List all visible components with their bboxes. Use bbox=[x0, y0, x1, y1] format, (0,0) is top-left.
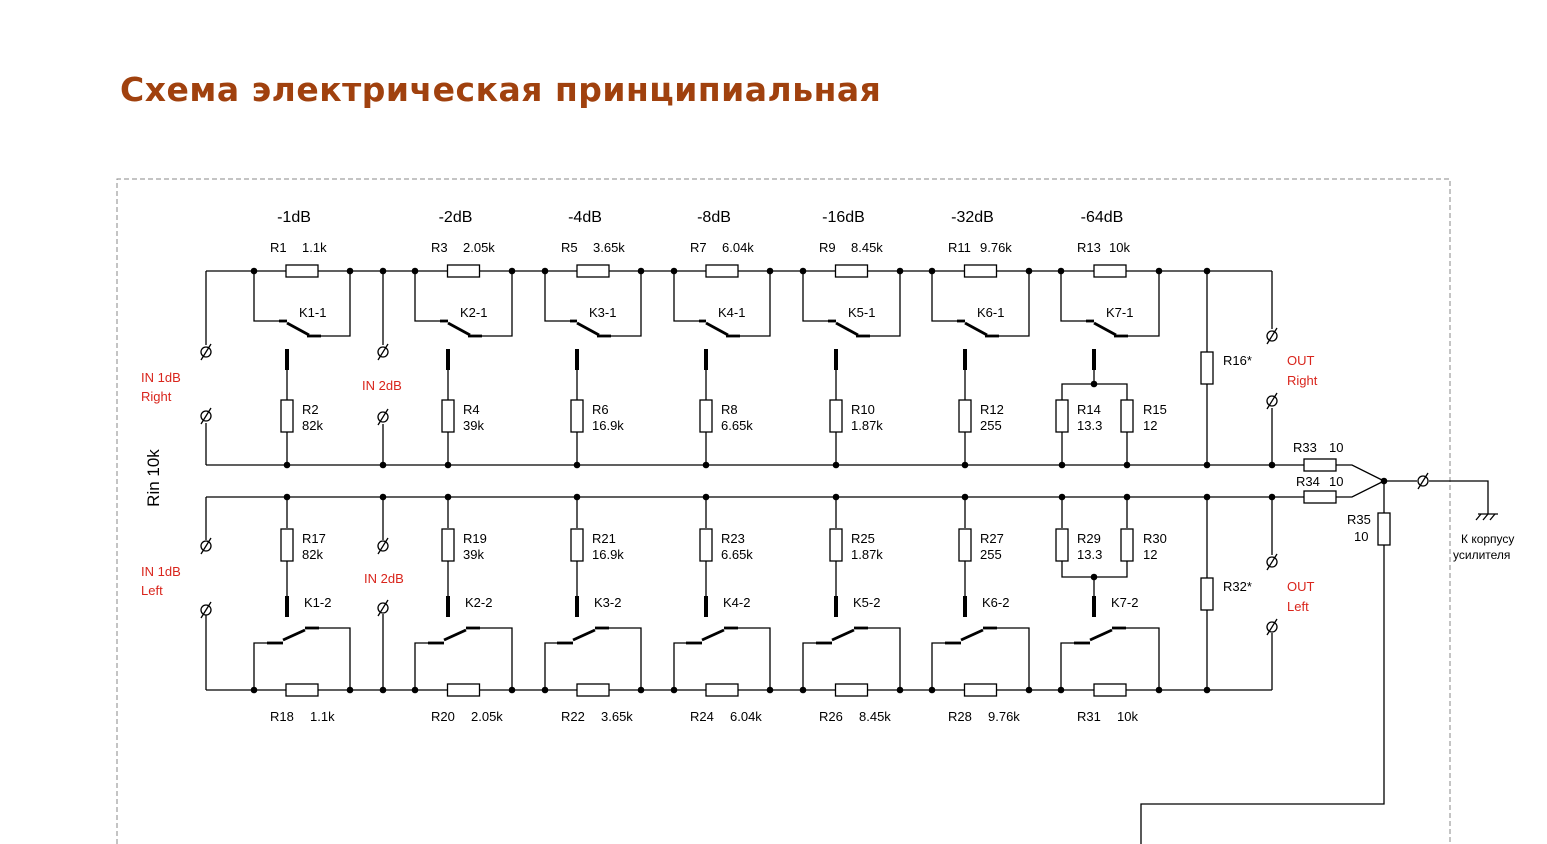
series-resistor-top-name: R1 bbox=[270, 240, 287, 255]
series-resistor-bottom-name: R26 bbox=[819, 709, 843, 724]
shunt-resistor-top2-name: R15 bbox=[1143, 402, 1167, 417]
series-resistor-bottom bbox=[448, 684, 480, 696]
series-resistor-top-value: 3.65k bbox=[593, 240, 625, 255]
series-resistor-bottom-name: R22 bbox=[561, 709, 585, 724]
series-resistor-bottom-value: 3.65k bbox=[601, 709, 633, 724]
load-resistor-bottom-name: R32* bbox=[1223, 579, 1252, 594]
junction-dot bbox=[1269, 462, 1276, 469]
relay-contact-wire bbox=[740, 271, 770, 336]
shunt-resistor-top bbox=[1056, 400, 1068, 432]
out-right-label: Right bbox=[1287, 373, 1318, 388]
relay-contact-wire bbox=[319, 628, 350, 690]
relay-contact-blade bbox=[961, 630, 983, 640]
junction-dot bbox=[380, 462, 387, 469]
relay-contact-blade bbox=[702, 630, 724, 640]
relay-contact-wire bbox=[870, 271, 900, 336]
shunt-resistor-top bbox=[571, 400, 583, 432]
series-resistor-bottom bbox=[706, 684, 738, 696]
shunt-resistor-bottom-name: R23 bbox=[721, 531, 745, 546]
series-resistor-top bbox=[836, 265, 868, 277]
shunt-resistor-top bbox=[281, 400, 293, 432]
junction-dot bbox=[445, 494, 452, 501]
series-resistor-top-value: 6.04k bbox=[722, 240, 754, 255]
shunt-resistor-top-2 bbox=[1121, 400, 1133, 432]
relay-contact-blade bbox=[836, 323, 858, 335]
shunt-resistor-top bbox=[442, 400, 454, 432]
relay-top-label: K3-1 bbox=[589, 305, 617, 320]
ground-resistor-r35 bbox=[1378, 513, 1390, 545]
board-outline bbox=[117, 179, 1450, 844]
out-left-label: OUT bbox=[1287, 579, 1315, 594]
series-resistor-bottom-value: 9.76k bbox=[988, 709, 1020, 724]
relay-bottom-label: K2-2 bbox=[465, 595, 493, 610]
relay-bottom-label: K1-2 bbox=[304, 595, 332, 610]
junction-dot bbox=[1204, 268, 1211, 275]
page-title: Схема электрическая принципиальная bbox=[120, 70, 882, 109]
shunt-resistor-bottom-name: R29 bbox=[1077, 531, 1101, 546]
relay-contact-wire bbox=[321, 271, 350, 336]
shunt-resistor-bottom-value: 39k bbox=[463, 547, 484, 562]
series-resistor-bottom bbox=[836, 684, 868, 696]
load-resistor-top bbox=[1201, 352, 1213, 384]
junction-dot bbox=[574, 462, 581, 469]
chassis-label: К корпусу bbox=[1461, 532, 1515, 546]
relay-contact-wire bbox=[674, 643, 686, 690]
shunt-resistor-top bbox=[830, 400, 842, 432]
shunt-resistor-bottom bbox=[281, 529, 293, 561]
relay-contact-wire bbox=[1061, 271, 1086, 321]
relay-contact-wire bbox=[1061, 643, 1074, 690]
junction-dot bbox=[445, 462, 452, 469]
junction-dot bbox=[962, 462, 969, 469]
r34-name: R34 bbox=[1296, 474, 1320, 489]
shunt-resistor-bottom2-name: R30 bbox=[1143, 531, 1167, 546]
shunt-resistor-top-name: R2 bbox=[302, 402, 319, 417]
attenuation-step-label: -1dB bbox=[277, 209, 311, 226]
relay-contact-blade bbox=[577, 323, 599, 335]
attenuation-step-label: -32dB bbox=[951, 209, 994, 226]
junction-dot bbox=[1124, 494, 1131, 501]
relay-bottom-label: K4-2 bbox=[723, 595, 751, 610]
series-resistor-top bbox=[1094, 265, 1126, 277]
series-resistor-top bbox=[577, 265, 609, 277]
series-resistor-bottom-value: 8.45k bbox=[859, 709, 891, 724]
series-resistor-bottom-name: R24 bbox=[690, 709, 714, 724]
series-resistor-top-value: 10k bbox=[1109, 240, 1130, 255]
series-resistor-top-name: R3 bbox=[431, 240, 448, 255]
relay-contact-blade bbox=[706, 323, 728, 335]
series-resistor-top-name: R9 bbox=[819, 240, 836, 255]
shunt-resistor-top-name: R4 bbox=[463, 402, 480, 417]
series-resistor-bottom-name: R18 bbox=[270, 709, 294, 724]
r33-name: R33 bbox=[1293, 440, 1317, 455]
junction-dot bbox=[1091, 381, 1098, 388]
shunt-resistor-top-name: R10 bbox=[851, 402, 875, 417]
series-resistor-top-name: R13 bbox=[1077, 240, 1101, 255]
relay-top-label: K7-1 bbox=[1106, 305, 1134, 320]
relay-top-label: K5-1 bbox=[848, 305, 876, 320]
junction-dot bbox=[1059, 494, 1066, 501]
shunt-resistor-top-name: R12 bbox=[980, 402, 1004, 417]
relay-bottom-label: K7-2 bbox=[1111, 595, 1139, 610]
series-resistor-top bbox=[965, 265, 997, 277]
load-resistor-bottom bbox=[1201, 578, 1213, 610]
series-resistor-top-value: 8.45k bbox=[851, 240, 883, 255]
shunt-resistor-bottom-value: 13.3 bbox=[1077, 547, 1103, 562]
series-resistor-top bbox=[448, 265, 480, 277]
out-left-label: Left bbox=[1287, 599, 1309, 614]
shunt-resistor-bottom-value: 82k bbox=[302, 547, 323, 562]
series-resistor-bottom-name: R31 bbox=[1077, 709, 1101, 724]
shunt-resistor-bottom-value: 16.9k bbox=[592, 547, 624, 562]
relay-contact-wire bbox=[1126, 628, 1159, 690]
junction-dot bbox=[380, 687, 387, 694]
shunt-resistor-top-value: 13.3 bbox=[1077, 418, 1103, 433]
chassis-ground-symbol bbox=[1490, 514, 1495, 520]
relay-bottom-label: K6-2 bbox=[982, 595, 1010, 610]
junction-dot bbox=[703, 462, 710, 469]
shunt-resistor-bottom-2 bbox=[1121, 529, 1133, 561]
in-2db-left-label: IN 2dB bbox=[364, 571, 404, 586]
series-resistor-bottom-value: 10k bbox=[1117, 709, 1138, 724]
series-resistor-bottom-value: 2.05k bbox=[471, 709, 503, 724]
junction-dot bbox=[962, 494, 969, 501]
relay-contact-blade bbox=[448, 323, 470, 335]
shunt-resistor-top bbox=[959, 400, 971, 432]
shunt-resistor-bottom-name: R17 bbox=[302, 531, 326, 546]
series-resistor-bottom-value: 1.1k bbox=[310, 709, 335, 724]
relay-bottom-label: K5-2 bbox=[853, 595, 881, 610]
relay-contact-wire bbox=[254, 643, 267, 690]
wire bbox=[1429, 481, 1488, 514]
in-1db-left-label: IN 1dB bbox=[141, 564, 181, 579]
in-1db-right-label: Right bbox=[141, 389, 172, 404]
shunt-resistor-top-name: R14 bbox=[1077, 402, 1101, 417]
r33-value: 10 bbox=[1329, 440, 1344, 455]
junction-dot bbox=[1204, 687, 1211, 694]
attenuation-step-label: -2dB bbox=[438, 209, 473, 226]
ground-resistor-r33 bbox=[1304, 459, 1336, 471]
shunt-resistor-bottom-name: R21 bbox=[592, 531, 616, 546]
junction-dot bbox=[1204, 494, 1211, 501]
load-resistor-top-name: R16* bbox=[1223, 353, 1252, 368]
relay-bottom-label: K3-2 bbox=[594, 595, 622, 610]
relay-contact-blade bbox=[444, 630, 466, 640]
series-resistor-top-value: 1.1k bbox=[302, 240, 327, 255]
shunt-resistor-top-value: 82k bbox=[302, 418, 323, 433]
shunt-resistor-bottom-value: 6.65k bbox=[721, 547, 753, 562]
series-resistor-top-name: R7 bbox=[690, 240, 707, 255]
junction-dot bbox=[574, 494, 581, 501]
relay-contact-wire bbox=[1128, 271, 1159, 336]
relay-contact-wire bbox=[480, 628, 512, 690]
relay-contact-wire bbox=[611, 271, 641, 336]
relay-contact-blade bbox=[1094, 323, 1116, 335]
junction-dot bbox=[1204, 462, 1211, 469]
chassis-ground-symbol bbox=[1476, 514, 1481, 520]
r35-name: R35 bbox=[1347, 512, 1371, 527]
relay-contact-blade bbox=[287, 323, 309, 335]
relay-contact-wire bbox=[999, 271, 1029, 336]
junction-dot bbox=[833, 462, 840, 469]
series-resistor-bottom bbox=[577, 684, 609, 696]
shunt-resistor-top-value: 16.9k bbox=[592, 418, 624, 433]
shunt-resistor-top-value: 255 bbox=[980, 418, 1002, 433]
attenuation-step-label: -4dB bbox=[568, 209, 602, 226]
ground-resistor-r34 bbox=[1304, 491, 1336, 503]
relay-contact-wire bbox=[609, 628, 641, 690]
relay-contact-wire bbox=[738, 628, 770, 690]
relay-contact-wire bbox=[545, 643, 557, 690]
attenuation-step-label: -8dB bbox=[697, 209, 731, 226]
relay-contact-wire bbox=[803, 271, 828, 321]
relay-contact-wire bbox=[803, 643, 816, 690]
relay-contact-wire bbox=[545, 271, 570, 321]
shunt-resistor-bottom bbox=[1056, 529, 1068, 561]
attenuation-step-label: -16dB bbox=[822, 209, 865, 226]
relay-contact-wire bbox=[932, 643, 945, 690]
junction-dot bbox=[1059, 462, 1066, 469]
shunt-resistor-bottom bbox=[571, 529, 583, 561]
junction-dot bbox=[284, 462, 291, 469]
relay-contact-blade bbox=[573, 630, 595, 640]
shunt-resistor-bottom-value: 255 bbox=[980, 547, 1002, 562]
relay-top-label: K6-1 bbox=[977, 305, 1005, 320]
shunt-resistor-bottom-name: R27 bbox=[980, 531, 1004, 546]
relay-top-label: K4-1 bbox=[718, 305, 746, 320]
junction-dot bbox=[1091, 574, 1098, 581]
shunt-resistor-bottom bbox=[700, 529, 712, 561]
attenuation-step-label: -64dB bbox=[1080, 209, 1124, 226]
shunt-resistor-bottom2-value: 12 bbox=[1143, 547, 1158, 562]
series-resistor-bottom-name: R28 bbox=[948, 709, 972, 724]
junction-dot bbox=[380, 268, 387, 275]
series-resistor-bottom-name: R20 bbox=[431, 709, 455, 724]
in-1db-left-label: Left bbox=[141, 583, 163, 598]
relay-contact-blade bbox=[832, 630, 854, 640]
shunt-resistor-bottom bbox=[442, 529, 454, 561]
relay-contact-blade bbox=[965, 323, 987, 335]
shunt-resistor-top-name: R8 bbox=[721, 402, 738, 417]
out-right-label: OUT bbox=[1287, 353, 1315, 368]
relay-contact-blade bbox=[283, 630, 305, 640]
shunt-resistor-bottom-name: R25 bbox=[851, 531, 875, 546]
shunt-resistor-top2-value: 12 bbox=[1143, 418, 1158, 433]
shunt-resistor-bottom-name: R19 bbox=[463, 531, 487, 546]
in-1db-right-label: IN 1dB bbox=[141, 370, 181, 385]
relay-contact-wire bbox=[482, 271, 512, 336]
series-resistor-top-value: 9.76k bbox=[980, 240, 1012, 255]
relay-contact-wire bbox=[997, 628, 1029, 690]
chassis-label: усилителя bbox=[1453, 548, 1511, 562]
series-resistor-top bbox=[286, 265, 318, 277]
relay-contact-wire bbox=[932, 271, 957, 321]
junction-dot bbox=[380, 494, 387, 501]
shunt-resistor-top-name: R6 bbox=[592, 402, 609, 417]
series-resistor-bottom bbox=[286, 684, 318, 696]
relay-contact-wire bbox=[415, 643, 428, 690]
r34-value: 10 bbox=[1329, 474, 1344, 489]
wire bbox=[1141, 545, 1384, 844]
junction-dot bbox=[833, 494, 840, 501]
junction-dot bbox=[1269, 494, 1276, 501]
relay-contact-wire bbox=[674, 271, 699, 321]
relay-top-label: K1-1 bbox=[299, 305, 327, 320]
series-resistor-top-name: R5 bbox=[561, 240, 578, 255]
r35-value: 10 bbox=[1354, 529, 1369, 544]
relay-contact-wire bbox=[254, 271, 279, 321]
series-resistor-bottom-value: 6.04k bbox=[730, 709, 762, 724]
relay-contact-wire bbox=[415, 271, 440, 321]
shunt-resistor-bottom-value: 1.87k bbox=[851, 547, 883, 562]
shunt-resistor-top-value: 1.87k bbox=[851, 418, 883, 433]
series-resistor-top-value: 2.05k bbox=[463, 240, 495, 255]
series-resistor-top bbox=[706, 265, 738, 277]
shunt-resistor-top-value: 39k bbox=[463, 418, 484, 433]
junction-dot bbox=[703, 494, 710, 501]
shunt-resistor-bottom bbox=[830, 529, 842, 561]
shunt-resistor-bottom bbox=[959, 529, 971, 561]
junction-dot bbox=[1124, 462, 1131, 469]
series-resistor-bottom bbox=[1094, 684, 1126, 696]
relay-contact-blade bbox=[1090, 630, 1112, 640]
rin-label: Rin 10k bbox=[144, 449, 163, 507]
shunt-resistor-top bbox=[700, 400, 712, 432]
chassis-ground-symbol bbox=[1483, 514, 1488, 520]
in-2db-right-label: IN 2dB bbox=[362, 378, 402, 393]
relay-contact-wire bbox=[868, 628, 900, 690]
relay-top-label: K2-1 bbox=[460, 305, 488, 320]
shunt-resistor-top-value: 6.65k bbox=[721, 418, 753, 433]
series-resistor-bottom bbox=[965, 684, 997, 696]
junction-dot bbox=[284, 494, 291, 501]
series-resistor-top-name: R11 bbox=[948, 240, 971, 255]
